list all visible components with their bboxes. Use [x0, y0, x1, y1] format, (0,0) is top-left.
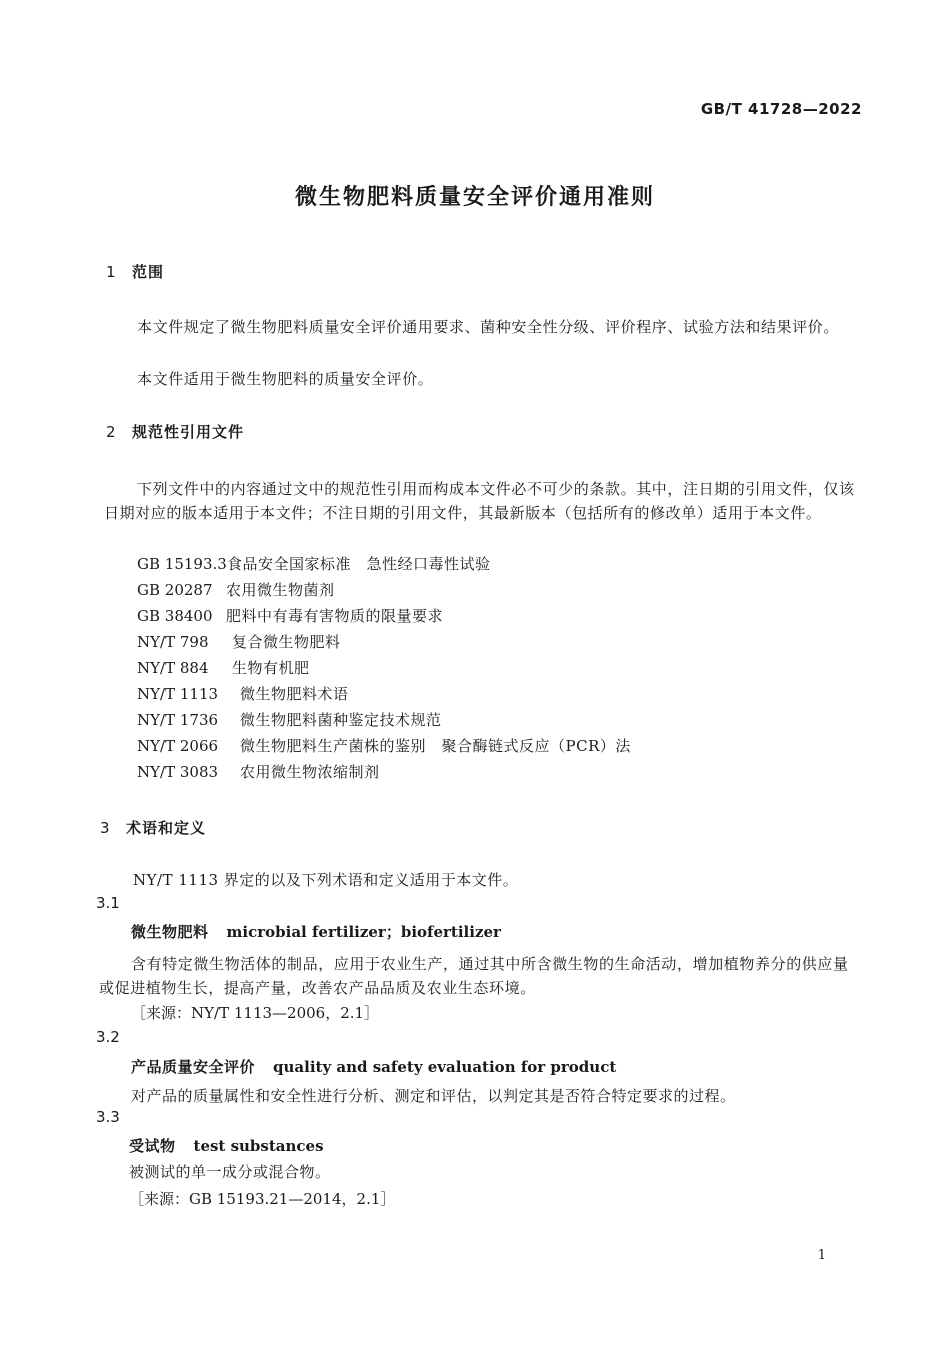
section-3-heading — [100, 817, 206, 838]
term-definition: 被测试的单一成分或混合物。 — [129, 1163, 331, 1181]
reference-title: 微生物肥料术语 — [240, 685, 349, 703]
reference-item — [137, 761, 631, 787]
section-title: 规范性引用文件 — [132, 423, 245, 441]
reference-item — [137, 657, 631, 683]
term-heading — [131, 1056, 616, 1077]
reference-code: GB 38400 — [137, 607, 213, 625]
reference-code: GB 15193.3 — [137, 555, 227, 573]
term-chinese: 微生物肥料 — [131, 923, 209, 941]
reference-item — [137, 553, 631, 579]
section-1-paragraph-1: 本文件规定了微生物肥料质量安全评价通用要求、菌种安全性分级、评价程序、试验方法和结果评价。 — [137, 318, 840, 336]
reference-code: NY/T 1113 — [137, 685, 219, 703]
reference-item — [137, 631, 631, 657]
reference-item — [137, 579, 631, 605]
section-1-heading — [106, 261, 164, 282]
reference-code: NY/T 3083 — [137, 763, 219, 781]
term-source: ［来源：NY/T 1113—2006，2.1］ — [131, 1004, 380, 1022]
reference-code: GB 20287 — [137, 581, 213, 599]
section-number: 2 — [106, 423, 116, 441]
term-number: 3.3 — [96, 1108, 120, 1126]
section-2-heading — [106, 421, 244, 442]
term-heading — [129, 1135, 324, 1156]
reference-list — [137, 553, 631, 787]
term-number: 3.1 — [96, 894, 120, 912]
reference-title: 生物有机肥 — [232, 659, 310, 677]
term-english: quality and safety evaluation for product — [273, 1058, 617, 1076]
standard-code: GB/T 41728—2022 — [700, 100, 862, 118]
reference-title: 食品安全国家标准 急性经口毒性试验 — [227, 555, 491, 573]
reference-title: 微生物肥料菌种鉴定技术规范 — [240, 711, 442, 729]
section-title: 术语和定义 — [126, 819, 207, 837]
section-3-intro: NY/T 1113 界定的以及下列术语和定义适用于本文件。 — [133, 871, 519, 889]
reference-code: NY/T 884 — [137, 659, 209, 677]
reference-item — [137, 605, 631, 631]
reference-title: 农用微生物菌剂 — [226, 581, 335, 599]
term-chinese: 产品质量安全评价 — [131, 1058, 256, 1076]
page-number: 1 — [817, 1248, 826, 1263]
reference-title: 复合微生物肥料 — [232, 633, 341, 651]
reference-code: NY/T 1736 — [137, 711, 219, 729]
reference-code: NY/T 2066 — [137, 737, 219, 755]
term-heading — [131, 921, 501, 942]
reference-item — [137, 683, 631, 709]
reference-code: NY/T 798 — [137, 633, 209, 651]
section-title: 范围 — [132, 263, 165, 281]
reference-title: 微生物肥料生产菌株的鉴别 聚合酶链式反应（PCR）法 — [240, 737, 631, 755]
section-number: 1 — [106, 263, 116, 281]
term-definition: 含有特定微生物活体的制品，应用于农业生产，通过其中所含微生物的生命活动，增加植物养分的供应量或促进植物生长，提高产量，改善农产品品质及农业生态环境。 — [99, 955, 849, 997]
section-2-intro: 下列文件中的内容通过文中的规范性引用而构成本文件必不可少的条款。其中，注日期的引用文件，仅该日期对应的版本适用于本文件；不注日期的引用文件，其最新版本（包括所有的修改单）适用于本文件。 — [104, 480, 855, 522]
reference-title: 农用微生物浓缩制剂 — [240, 763, 380, 781]
document-title: 微生物肥料质量安全评价通用准则 — [294, 185, 655, 210]
section-1-paragraph-2: 本文件适用于微生物肥料的质量安全评价。 — [137, 370, 434, 388]
reference-item — [137, 735, 631, 761]
term-english: test substances — [193, 1137, 324, 1155]
reference-item — [137, 709, 631, 735]
reference-title: 肥料中有毒有害物质的限量要求 — [226, 607, 444, 625]
term-chinese: 受试物 — [129, 1137, 176, 1155]
term-source: ［来源：GB 15193.21—2014，2.1］ — [129, 1190, 396, 1208]
term-number: 3.2 — [96, 1028, 120, 1046]
term-definition: 对产品的质量属性和安全性进行分析、测定和评估，以判定其是否符合特定要求的过程。 — [131, 1087, 736, 1105]
term-english: microbial fertilizer；biofertilizer — [226, 923, 501, 941]
section-number: 3 — [100, 819, 110, 837]
